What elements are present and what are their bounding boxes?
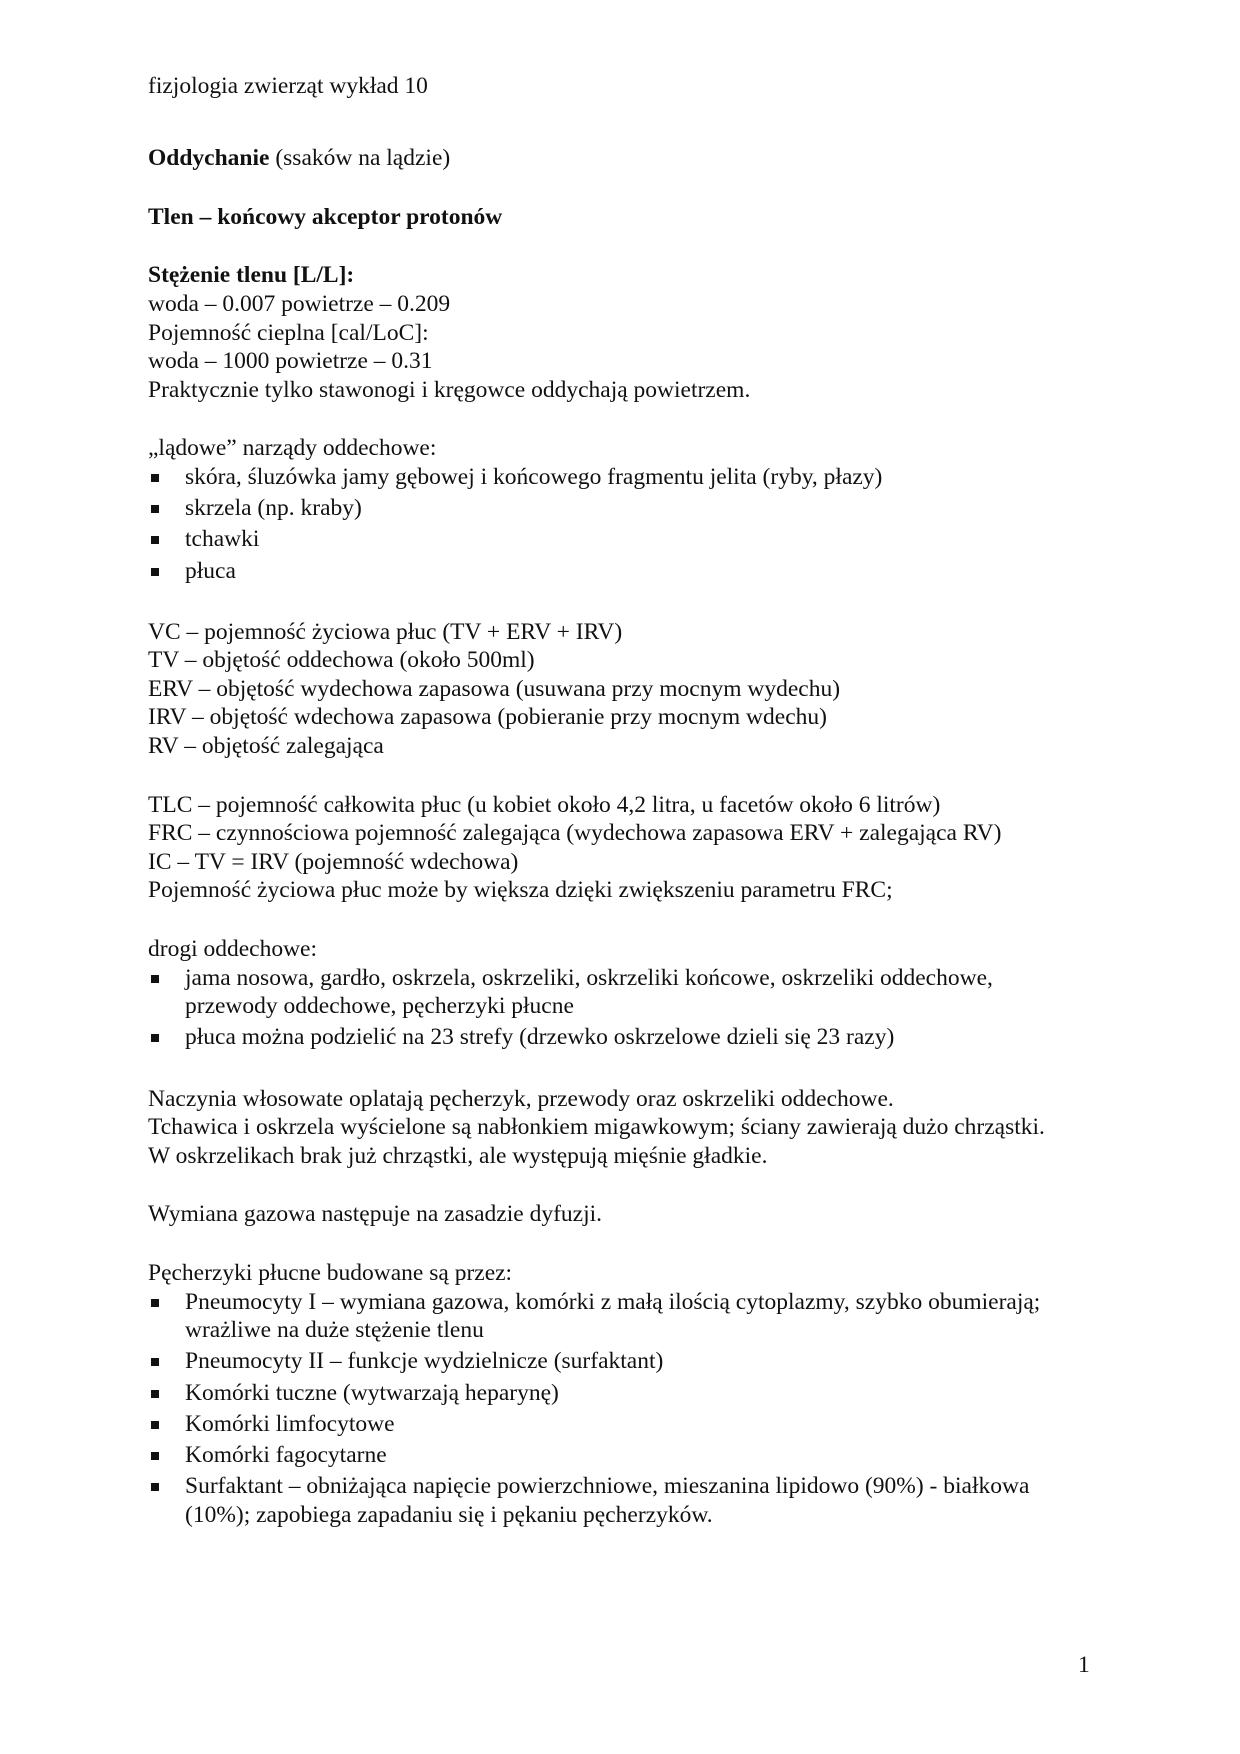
square-bullet-icon: [151, 1034, 159, 1042]
list-item: skrzela (np. kraby): [148, 494, 1088, 523]
square-bullet-icon: [151, 474, 159, 482]
list-item: jama nosowa, gardło, oskrzela, oskrzeliki, oskrzeliki końcowe, oskrzeliki oddechowe, przewody oddechowe, pęcherzyki płucne: [148, 964, 1088, 1021]
list-item: Pneumocyty II – funkcje wydzielnicze (surfaktant): [148, 1347, 1088, 1376]
square-bullet-icon: [151, 1421, 159, 1429]
lecture-header: fizjologia zwierząt wykład 10: [148, 73, 428, 99]
volume-line: RV – objętość zalegająca: [148, 733, 384, 760]
subtitle: Tlen – końcowy akceptor protonów: [148, 203, 503, 230]
list-item: płuca można podzielić na 23 strefy (drzewko oskrzelowe dzieli się 23 razy): [148, 1023, 1088, 1052]
square-bullet-icon: [151, 1452, 159, 1460]
section-title: [148, 144, 1088, 173]
list-item: Pneumocyty I – wymiana gazowa, komórki z małą ilością cytoplazmy, szybko obumierają; wrażliwe na duże stężenie tlenu: [148, 1288, 1088, 1345]
list-item: Komórki tuczne (wytwarzają heparynę): [148, 1379, 1088, 1408]
structure-line: Tchawica i oskrzela wyścielone są nabłonkiem migawkowym; ściany zawierają dużo chrząstki.: [148, 1114, 1045, 1141]
square-bullet-icon: [151, 1299, 159, 1307]
title-bold: Oddychanie: [148, 145, 270, 172]
land-organs-intro: „lądowe” narządy oddechowe:: [148, 435, 437, 462]
volume-line: IRV – objętość wdechowa zapasowa (pobieranie przy mocnym wdechu): [148, 704, 827, 731]
airways-intro: drogi oddechowe:: [148, 936, 318, 963]
square-bullet-icon: [151, 505, 159, 513]
square-bullet-icon: [151, 536, 159, 544]
alveoli-list: [148, 1288, 1088, 1530]
concentration-line: woda – 1000 powietrze – 0.31: [148, 348, 433, 375]
volume-line: VC – pojemność życiowa płuc (TV + ERV + IRV): [148, 618, 623, 645]
concentration-line: woda – 0.007 powietrze – 0.209: [148, 290, 451, 317]
concentration-heading: Stężenie tlenu [L/L]:: [148, 262, 355, 289]
capacity-line: TLC – pojemność całkowita płuc (u kobiet około 4,2 litra, u facetów około 6 litrów): [148, 791, 941, 818]
square-bullet-icon: [151, 1358, 159, 1366]
capacity-line: FRC – czynnościowa pojemność zalegająca (wydechowa zapasowa ERV + zalegająca RV): [148, 820, 1002, 847]
list-item: płuca: [148, 557, 1088, 586]
list-item: tchawki: [148, 525, 1088, 554]
capacity-line: Pojemność życiowa płuc może by większa dzięki zwiększeniu parametru FRC;: [148, 877, 893, 904]
list-item: skóra, śluzówka jamy gębowej i końcowego fragmentu jelita (ryby, płazy): [148, 463, 1088, 492]
exchange-line: Wymiana gazowa następuje na zasadzie dyfuzji.: [148, 1201, 603, 1228]
volume-line: TV – objętość oddechowa (około 500ml): [148, 647, 535, 674]
alveoli-intro: Pęcherzyki płucne budowane są przez:: [148, 1259, 513, 1286]
land-organs-list: [148, 463, 1088, 585]
title-rest: (ssaków na lądzie): [269, 145, 451, 172]
concentration-line: Pojemność cieplna [cal/LoC]:: [148, 319, 429, 346]
square-bullet-icon: [151, 1390, 159, 1398]
square-bullet-icon: [151, 975, 159, 983]
structure-line: W oskrzelikach brak już chrząstki, ale występują mięśnie gładkie.: [148, 1142, 768, 1169]
airways-list: [148, 964, 1088, 1052]
page-number: 1: [1078, 1652, 1090, 1678]
list-item: Surfaktant – obniżająca napięcie powierzchniowe, mieszanina lipidowo (90%) - białkowa (10%); zapobiega zapadaniu się i pękaniu pęcherzyków.: [148, 1472, 1088, 1529]
volume-line: ERV – objętość wydechowa zapasowa (usuwana przy mocnym wydechu): [148, 675, 841, 702]
square-bullet-icon: [151, 1483, 159, 1491]
square-bullet-icon: [151, 568, 159, 576]
list-item: Komórki limfocytowe: [148, 1410, 1088, 1439]
structure-line: Naczynia włosowate oplatają pęcherzyk, przewody oraz oskrzeliki oddechowe.: [148, 1085, 894, 1112]
document-body: [148, 72, 1088, 1532]
list-item: Komórki fagocytarne: [148, 1441, 1088, 1470]
concentration-line: Praktycznie tylko stawonogi i kręgowce oddychają powietrzem.: [148, 376, 751, 403]
capacity-line: IC – TV = IRV (pojemność wdechowa): [148, 848, 519, 875]
